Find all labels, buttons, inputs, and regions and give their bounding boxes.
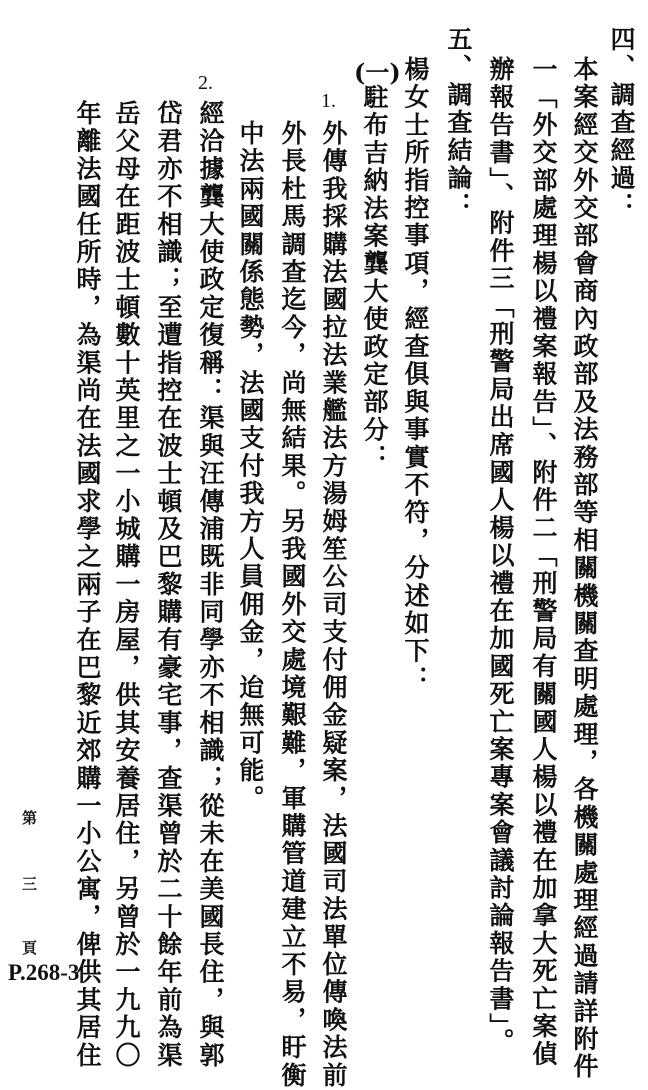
item-2-line-4: 年離法國任所時，為渠尚在法國求學之兩子在巴黎近郊購一小公寓，俾供其居住 xyxy=(73,100,102,1070)
page-mark-char-2: 三 xyxy=(22,875,38,893)
section-4-line-3: 辦報告書」、附件三「刑警局出席國人楊以禮在加國死亡案專案會議討論報告書」。 xyxy=(486,56,515,1056)
item-1-line-3: 中法兩國關係態勢，法國支付我方人員佣金，迨無可能。 xyxy=(236,120,265,813)
item-2-line-3: 岳父母在距波士頓數十英里之一小城購一房屋，供其安養居住，另曾於一九九〇 xyxy=(112,100,141,1070)
section-5-intro: 楊女士所指控事項，經查俱與事實不符，分述如下： xyxy=(401,56,430,694)
section-4-line-2: 一「外交部處理楊以禮案報告」、附件二「刑警局有關國人楊以禮在加拿大死亡案偵 xyxy=(529,56,558,1069)
item-1-line-2: 外長杜馬調查迄今，尚無結果。另我國外交處境艱難，軍購管道建立不易，盱衡 xyxy=(278,120,307,1090)
subsection-1-heading: 駐布吉納法案龔大使政定部分： xyxy=(360,84,389,472)
section-5-heading: 五、調查結論： xyxy=(444,26,473,220)
section-4-line-1: 本案經交外交部會商內政部及法務部等相關機關查明處理，各機關處理經過請詳附件 xyxy=(570,56,599,1081)
item-1-line-1: 外傳我採購法國拉法業艦法方湯姆笙公司支付佣金疑案，法國司法單位傳喚法前 xyxy=(319,120,348,1090)
page-mark-char-1: 第 xyxy=(22,809,38,827)
subsection-1-marker: (一) xyxy=(354,58,401,87)
page-mark-char-3: 頁 xyxy=(22,939,38,957)
item-2-line-1: 經洽據龔大使政定復稱：渠與汪傳浦既非同學亦不相識；從未在美國長住，與郭 xyxy=(196,100,225,1070)
item-2-line-2: 岱君亦不相識；至遭指控在波士頓及巴黎購有豪宅事，查渠曾於二十餘年前為渠 xyxy=(154,100,183,1070)
item-1-number: 1. xyxy=(321,90,336,112)
page-reference: P.268-3 xyxy=(8,960,80,985)
section-4-heading: 四、調查經過： xyxy=(607,26,636,220)
item-2-number: 2. xyxy=(198,72,213,94)
